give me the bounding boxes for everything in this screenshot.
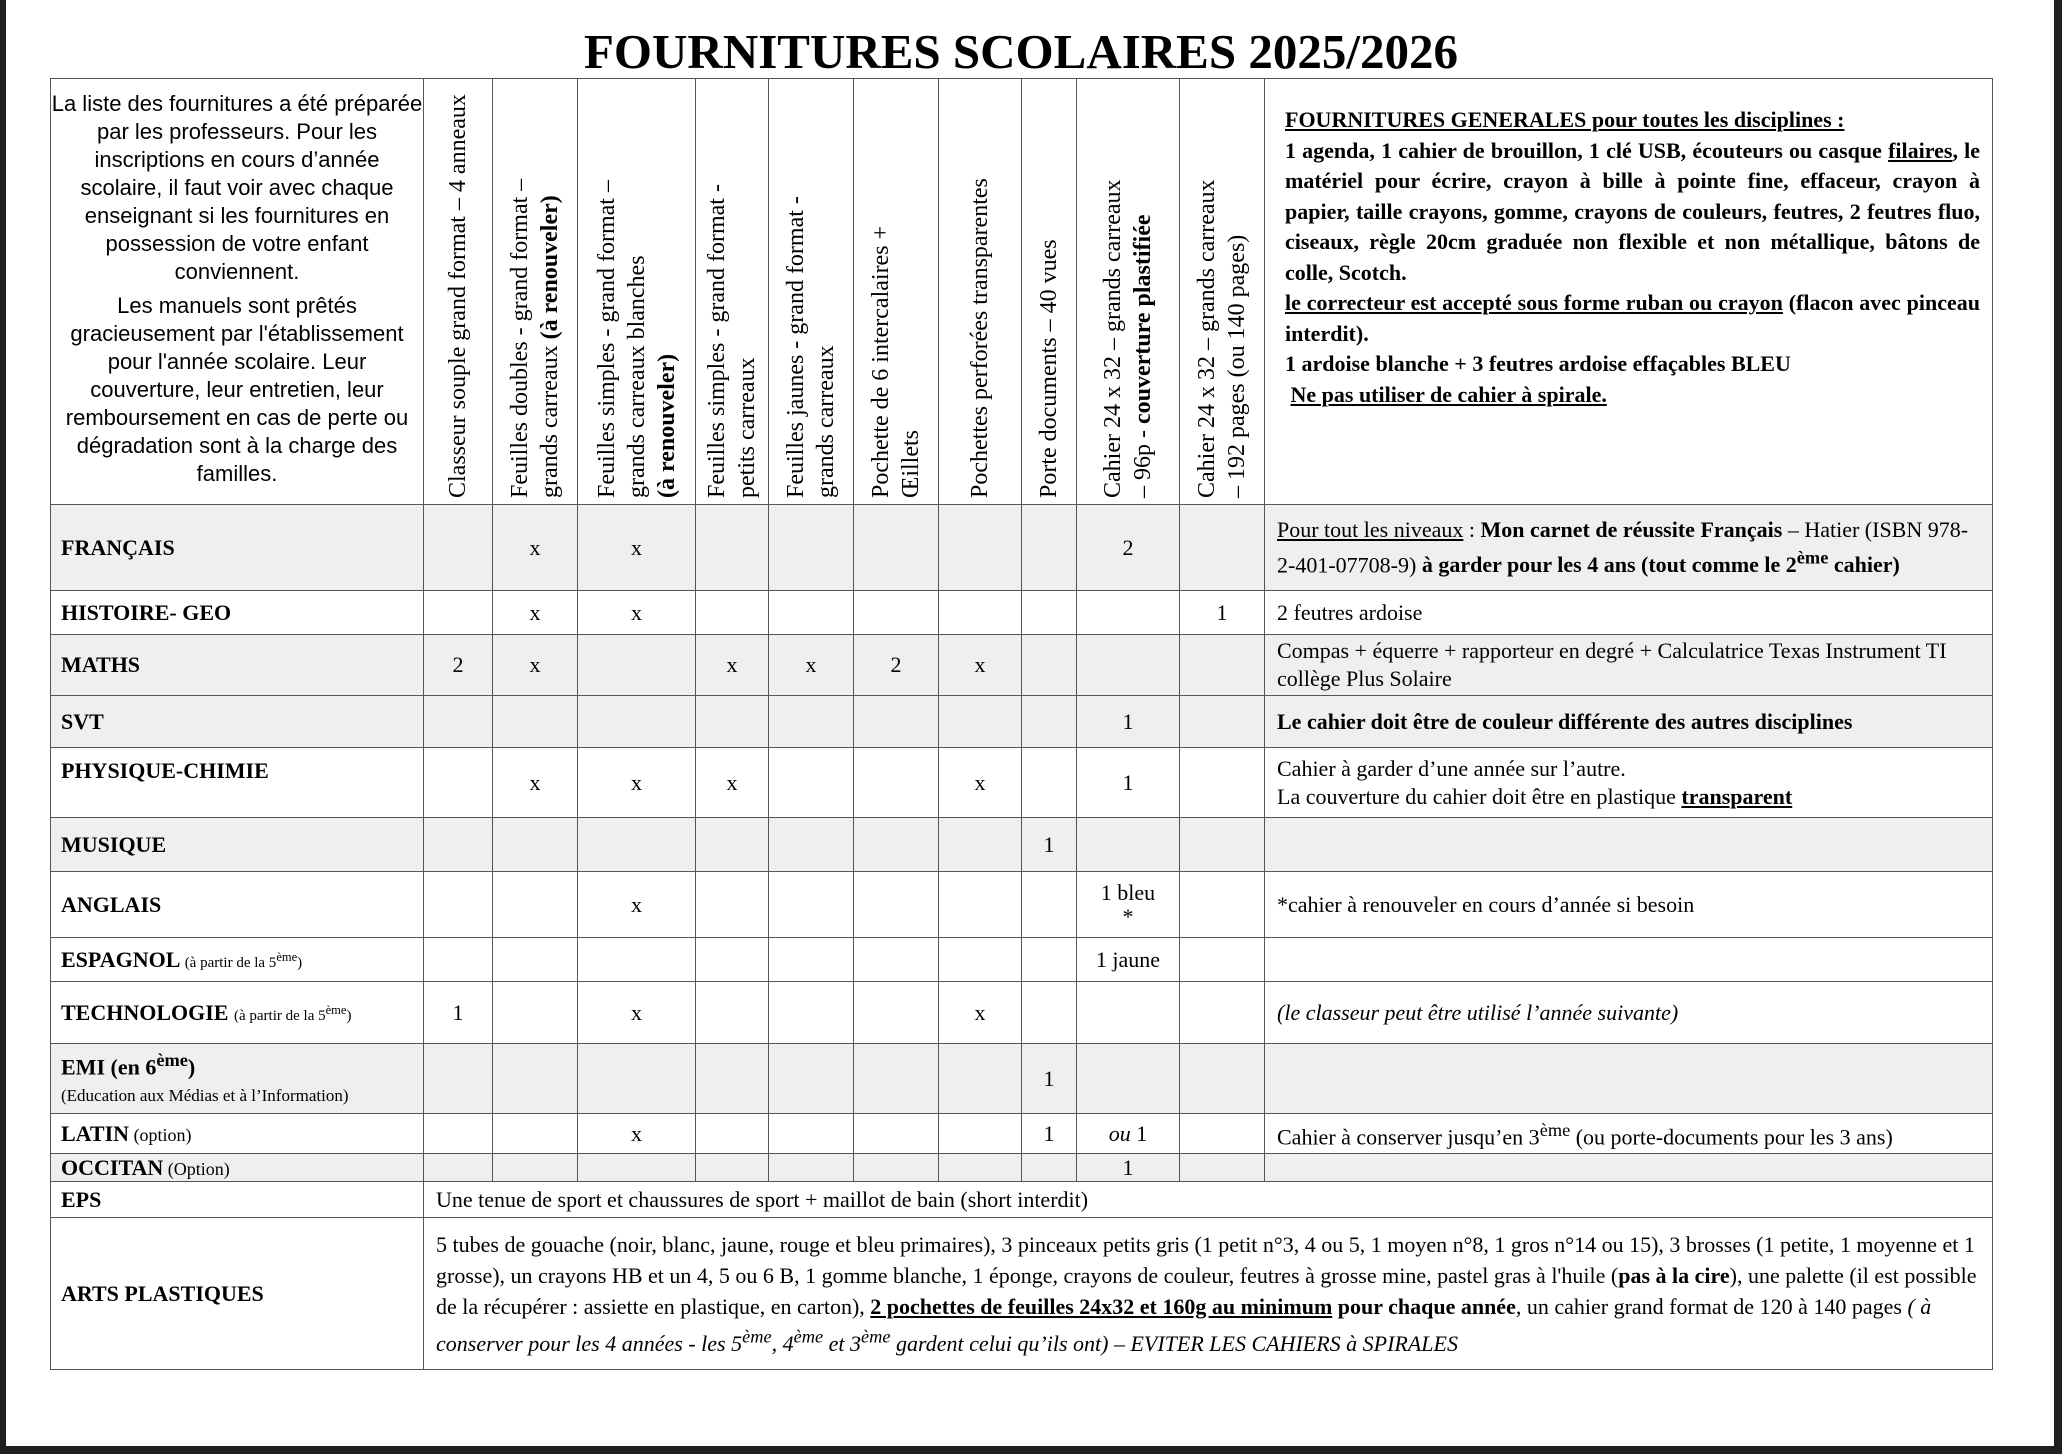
subject-name: ARTS PLASTIQUES xyxy=(51,1218,424,1370)
general-supplies-cell: FOURNITURES GENERALES pour toutes les disciplines : 1 agenda, 1 cahier de brouillon, 1 clé USB, écouteurs ou casque filaires, le matériel pour écrire, crayon à bille à pointe fine, effaceur, crayon à papier, taille crayons, gomme, crayons de couleurs, feutres, 2 feutres fluo, ciseaux, règle 20cm graduée non flexible et non métallique, bâtons de colle, Scotch. le correcteur est accepté sous forme ruban ou crayon (flacon avec pinceau interdit). 1 ardoise blanche + 3 feutres ardoise effaçables BLEU Ne pas utiliser de cahier à spirale. xyxy=(1265,79,1993,505)
table-row: FRANÇAIS x x 2 Pour tout les niveaux : Mon carnet de réussite Français – Hatier (ISBN 978-2-401-07708-9) à garder pour les 4 ans (tout comme le 2ème cahier) xyxy=(51,505,1993,591)
general-heading: FOURNITURES GENERALES pour toutes les disciplines : xyxy=(1285,107,1845,132)
row-remark: Le cahier doit être de couleur différente des autres disciplines xyxy=(1265,696,1993,748)
column-header-feuilles-simples-petits: Feuilles simples - grand format - petits carreaux xyxy=(696,79,769,505)
column-header-porte-documents: Porte documents – 40 vues xyxy=(1022,79,1077,505)
header-row xyxy=(51,79,1993,505)
intro-cell xyxy=(51,79,424,505)
window-frame-right xyxy=(2054,0,2062,1454)
subject-name: HISTOIRE- GEO xyxy=(51,591,424,635)
column-header-classeur: Classeur souple grand format – 4 anneaux xyxy=(424,79,493,505)
column-header-feuilles-jaunes: Feuilles jaunes - grand format - grands carreaux xyxy=(769,79,854,505)
table-row xyxy=(51,1218,1993,1370)
subject-name: PHYSIQUE-CHIMIE xyxy=(51,748,424,818)
subject-name: FRANÇAIS xyxy=(51,505,424,591)
column-header-pochettes-perforees: Pochettes perforées transparentes xyxy=(939,79,1022,505)
table-row: SVT 1 Le cahier doit être de couleur différente des autres disciplines xyxy=(51,696,1993,748)
row-remark: Cahier à garder d’une année sur l’autre. La couverture du cahier doit être en plastique transparent xyxy=(1265,748,1993,818)
table-row: LATIN (option) x 1 ou 1 Cahier à conserver jusqu’en 3ème (ou porte-documents pour les 3 ans) xyxy=(51,1114,1993,1154)
table-row: PHYSIQUE-CHIMIE x x x x 1 Cahier à garder d’une année sur l’autre. La couverture du cahier doit être en plastique transparent xyxy=(51,748,1993,818)
table-row: ANGLAIS x 1 bleu * *cahier à renouveler en cours d’année si besoin xyxy=(51,872,1993,938)
subject-name: ESPAGNOL (à partir de la 5ème) xyxy=(51,938,424,982)
table-row: MUSIQUE 1 xyxy=(51,818,1993,872)
page-title: FOURNITURES SCOLAIRES 2025/2026 xyxy=(584,24,1458,79)
table-row: TECHNOLOGIE (à partir de la 5ème) 1 x x (le classeur peut être utilisé l’année suivante) xyxy=(51,982,1993,1044)
row-remark: Une tenue de sport et chaussures de sport + maillot de bain (short interdit) xyxy=(424,1182,1993,1218)
subject-name: EPS xyxy=(51,1182,424,1218)
column-header-feuilles-simples-grands: Feuilles simples - grand format – grands carreaux blanches (à renouveler) xyxy=(578,79,696,505)
column-header-feuilles-doubles: Feuilles doubles - grand format – grands carreaux (à renouveler) xyxy=(493,79,578,505)
subject-name: TECHNOLOGIE (à partir de la 5ème) xyxy=(51,982,424,1044)
row-remark: Cahier à conserver jusqu’en 3ème (ou porte-documents pour les 3 ans) xyxy=(1265,1114,1993,1154)
row-remark: (le classeur peut être utilisé l’année suivante) xyxy=(1265,982,1993,1044)
arts-supplies-text: 5 tubes de gouache (noir, blanc, jaune, rouge et bleu primaires), 3 pinceaux petits gris (1 petit n°3, 4 ou 5, 1 moyen n°8, 1 gros n°14 ou 15), 3 brosses (1 petite, 1 moyenne et 1 grosse), un crayons HB et un 4, 5 ou 6 B, 1 gomme blanche, 1 éponge, crayons de couleur, feutres à grosse mine, pastel gras à l'huile (pas à la cire), une palette (il est possible de la récupérer : assiette en plastique, en carton), 2 pochettes de feuilles 24x32 et 160g au minimum pour chaque année, un cahier grand format de 120 à 140 pages ( à conserver pour les 4 années - les 5ème, 4ème et 3ème gardent celui qu’ils ont) – EVITER LES CAHIERS à SPIRALES xyxy=(424,1218,1993,1370)
table-row: MATHS 2 x x x 2 x Compas + équerre + rapporteur en degré + Calculatrice Texas Instrument TI collège Plus Solaire xyxy=(51,635,1993,696)
table-row: HISTOIRE- GEO x x 1 2 feutres ardoise xyxy=(51,591,1993,635)
column-header-cahier-192p: Cahier 24 x 32 – grands carreaux – 192 pages (ou 140 pages) xyxy=(1180,79,1265,505)
table-row: OCCITAN (Option) 1 xyxy=(51,1154,1993,1182)
window-frame-bottom xyxy=(0,1446,2062,1454)
subject-name: EMI (en 6ème) (Education aux Médias et à l’Information) xyxy=(51,1044,424,1114)
window-frame-left xyxy=(0,0,6,1454)
row-remark: 2 feutres ardoise xyxy=(1265,591,1993,635)
table-row: ESPAGNOL (à partir de la 5ème) 1 jaune xyxy=(51,938,1993,982)
row-remark: Pour tout les niveaux : Mon carnet de réussite Français – Hatier (ISBN 978-2-401-07708-9) à garder pour les 4 ans (tout comme le 2ème cahier) xyxy=(1265,505,1993,591)
table-row xyxy=(51,1182,1993,1218)
table-row: EMI (en 6ème) (Education aux Médias et à l’Information) 1 xyxy=(51,1044,1993,1114)
subject-name: OCCITAN (Option) xyxy=(51,1154,424,1182)
intro-text-2: Les manuels sont prêtés gracieusement par l'établissement pour l'année scolaire. Leur couverture, leur entretien, leur remboursement en cas de perte ou dégradation sont à la charge des familles. xyxy=(65,292,409,486)
row-remark: Compas + équerre + rapporteur en degré + Calculatrice Texas Instrument TI collège Plus Solaire xyxy=(1265,635,1993,696)
subject-name: SVT xyxy=(51,696,424,748)
subject-name: ANGLAIS xyxy=(51,872,424,938)
subject-name: MUSIQUE xyxy=(51,818,424,872)
row-remark: *cahier à renouveler en cours d’année si besoin xyxy=(1265,872,1993,938)
intro-text-1: La liste des fournitures a été préparée par les professeurs. Pour les inscriptions en cours d’année scolaire, il faut voir avec chaque enseignant si les fournitures en possession de votre enfant conviennent. xyxy=(51,90,423,284)
subject-name: LATIN (option) xyxy=(51,1114,424,1154)
supplies-table xyxy=(50,78,1993,1370)
column-header-pochette-intercalaires: Pochette de 6 intercalaires + Œillets xyxy=(854,79,939,505)
column-header-cahier-96p: Cahier 24 x 32 – grands carreaux – 96p - couverture plastifiée xyxy=(1077,79,1180,505)
subject-name: MATHS xyxy=(51,635,424,696)
